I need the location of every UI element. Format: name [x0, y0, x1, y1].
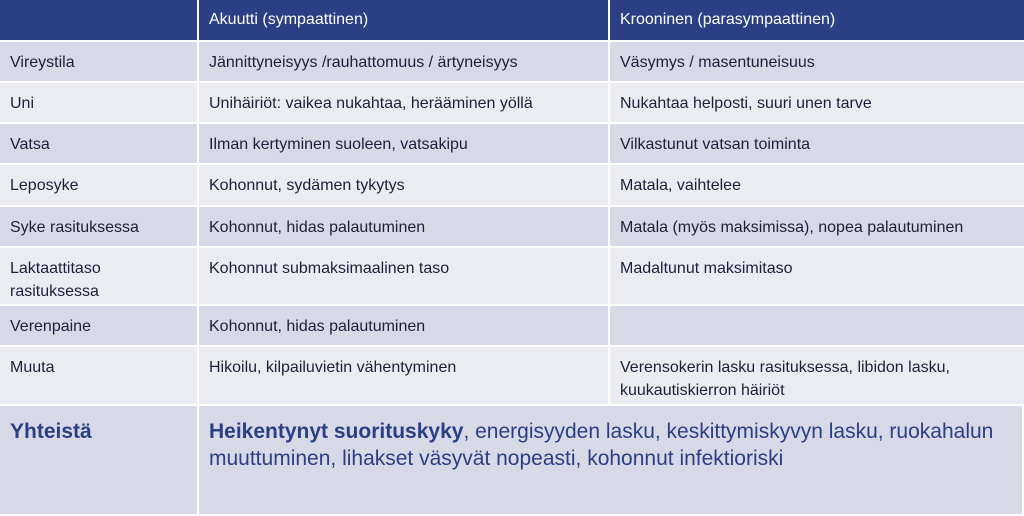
row-chronic — [610, 306, 1024, 347]
footer-text — [199, 406, 1024, 516]
row-chronic: Väsymys / masentuneisuus — [610, 42, 1024, 83]
header-empty-cell — [0, 0, 199, 42]
row-chronic: Verensokerin lasku rasituksessa, libidon lasku, kuukautiskierron häiriöt — [610, 347, 1024, 406]
row-chronic: Matala, vaihtelee — [610, 165, 1024, 207]
row-acute: Hikoilu, kilpailuvietin vähentyminen — [199, 347, 610, 406]
row-label: Uni — [0, 83, 199, 124]
footer-bold-text: Heikentynyt suorituskyky — [209, 420, 464, 443]
row-acute: Kohonnut, sydämen tykytys — [199, 165, 610, 207]
header-acute: Akuutti (sympaattinen) — [199, 0, 610, 42]
row-label: Vatsa — [0, 124, 199, 165]
footer-label: Yhteistä — [0, 406, 199, 516]
row-acute: Kohonnut, hidas palautuminen — [199, 207, 610, 248]
header-chronic: Krooninen (parasympaattinen) — [610, 0, 1024, 42]
row-chronic: Vilkastunut vatsan toiminta — [610, 124, 1024, 165]
row-label: Leposyke — [0, 165, 199, 207]
row-chronic: Matala (myös maksimissa), nopea palautuminen — [610, 207, 1024, 248]
row-label: Verenpaine — [0, 306, 199, 347]
row-acute: Kohonnut submaksimaalinen taso — [199, 248, 610, 306]
row-label: Muuta — [0, 347, 199, 406]
row-chronic: Madaltunut maksimitaso — [610, 248, 1024, 306]
footer-rest-text: , energisyyden lasku, keskittymiskyvyn lasku, ruokahalun muuttuminen, lihakset väsyvät nopeasti, kohonnut infektioriski — [209, 420, 994, 470]
row-label: Vireystila — [0, 42, 199, 83]
row-acute: Unihäiriöt: vaikea nukahtaa, herääminen yöllä — [199, 83, 610, 124]
row-chronic: Nukahtaa helposti, suuri unen tarve — [610, 83, 1024, 124]
row-acute: Ilman kertyminen suoleen, vatsakipu — [199, 124, 610, 165]
row-acute: Jännittyneisyys /rauhattomuus / ärtyneisyys — [199, 42, 610, 83]
row-acute: Kohonnut, hidas palautuminen — [199, 306, 610, 347]
row-label: Syke rasituksessa — [0, 207, 199, 248]
row-label: Laktaattitaso rasituksessa — [0, 248, 199, 306]
